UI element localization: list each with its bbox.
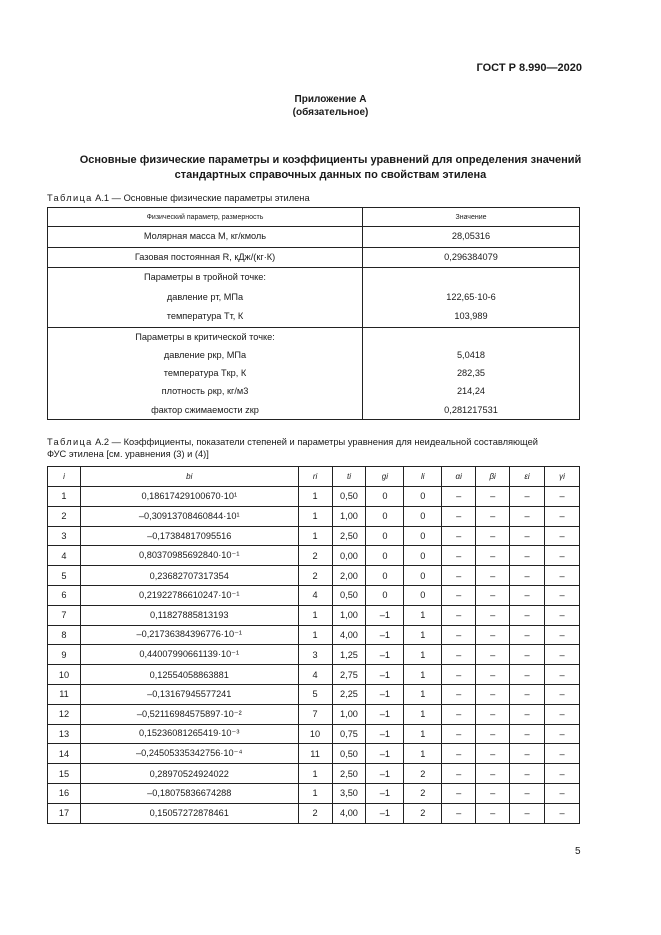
param-l-cell: 0 <box>404 566 442 586</box>
index-cell: 16 <box>48 783 81 803</box>
critical-pressure-value: 5,0418 <box>456 349 486 360</box>
coefficient-b-cell: 0,18617429100670·10¹ <box>80 487 298 507</box>
table-row <box>48 744 580 764</box>
critical-pressure-label: давление pкр, МПа <box>163 349 247 360</box>
table-row <box>48 684 580 704</box>
param-alpha-cell: – <box>442 566 476 586</box>
triple-temperature-value: 103,989 <box>454 311 488 321</box>
table2-caption-line1 <box>47 436 538 448</box>
header-exponent-r: ri <box>298 467 332 487</box>
param-beta-cell: – <box>476 625 510 645</box>
header-param-g: gi <box>366 467 404 487</box>
param-epsilon-cell: – <box>510 704 545 724</box>
exponent-t-cell: 0,50 <box>332 744 366 764</box>
param-g-cell: –1 <box>366 645 404 665</box>
param-epsilon-cell: – <box>510 605 545 625</box>
param-g-cell: –1 <box>366 744 404 764</box>
param-l-cell: 0 <box>404 487 442 507</box>
table1-header-row <box>48 208 580 227</box>
param-beta-cell: – <box>476 764 510 784</box>
param-epsilon-cell: – <box>510 684 545 704</box>
param-gamma-cell: – <box>545 665 580 685</box>
table-row <box>48 764 580 784</box>
table1-row-molar-mass <box>48 227 580 248</box>
param-l-cell: 1 <box>404 684 442 704</box>
param-epsilon-cell: – <box>510 546 545 566</box>
table-row <box>48 724 580 744</box>
param-epsilon-cell: – <box>510 764 545 784</box>
param-gamma-cell: – <box>545 704 580 724</box>
molar-mass-label: Молярная масса M, кг/кмоль <box>143 231 267 241</box>
exponent-r-cell: 1 <box>298 487 332 507</box>
param-beta-cell: – <box>476 487 510 507</box>
param-beta-cell: – <box>476 783 510 803</box>
triple-temperature-label: температура Tт, К <box>166 311 244 321</box>
table-row <box>48 585 580 605</box>
table-row <box>48 487 580 507</box>
param-l-cell: 2 <box>404 803 442 823</box>
coefficient-b-cell: 0,21922786610247·10⁻¹ <box>80 585 298 605</box>
param-alpha-cell: – <box>442 645 476 665</box>
coefficient-b-cell: 0,28970524924022 <box>80 764 298 784</box>
param-l-cell: 2 <box>404 783 442 803</box>
param-gamma-cell: – <box>545 684 580 704</box>
param-beta-cell: – <box>476 645 510 665</box>
coefficient-b-cell: 0,12554058863881 <box>80 665 298 685</box>
param-l-cell: 1 <box>404 724 442 744</box>
coefficient-b-cell: 0,23682707317354 <box>80 566 298 586</box>
param-gamma-cell: – <box>545 783 580 803</box>
param-epsilon-cell: – <box>510 783 545 803</box>
gas-constant-value: 0,296384079 <box>444 251 498 262</box>
coefficient-b-cell: 0,80370985692840·10⁻¹ <box>80 546 298 566</box>
table1-row-gas-constant <box>48 247 580 268</box>
param-g-cell: –1 <box>366 764 404 784</box>
param-gamma-cell: – <box>545 506 580 526</box>
compressibility-label: фактор сжимаемости zкр <box>151 404 259 415</box>
index-cell: 10 <box>48 665 81 685</box>
param-l-cell: 0 <box>404 585 442 605</box>
exponent-t-cell: 0,75 <box>332 724 366 744</box>
exponent-r-cell: 1 <box>298 625 332 645</box>
param-alpha-cell: – <box>442 684 476 704</box>
param-epsilon-cell: – <box>510 625 545 645</box>
param-beta-cell: – <box>476 704 510 724</box>
exponent-r-cell: 3 <box>298 645 332 665</box>
critical-density-label: плотность ρкр, кг/м3 <box>161 386 249 397</box>
param-beta-cell: – <box>476 665 510 685</box>
index-cell: 11 <box>48 684 81 704</box>
index-cell: 12 <box>48 704 81 724</box>
table-row <box>48 605 580 625</box>
param-g-cell: –1 <box>366 625 404 645</box>
param-g-cell: –1 <box>366 684 404 704</box>
param-g-cell: –1 <box>366 605 404 625</box>
param-gamma-cell: – <box>545 566 580 586</box>
exponent-r-cell: 1 <box>298 506 332 526</box>
param-alpha-cell: – <box>442 625 476 645</box>
param-beta-cell: – <box>476 526 510 546</box>
coefficient-b-cell: –0,18075836674288 <box>80 783 298 803</box>
header-exponent-t: ti <box>332 467 366 487</box>
param-beta-cell: – <box>476 566 510 586</box>
exponent-r-cell: 5 <box>298 684 332 704</box>
param-l-cell: 1 <box>404 704 442 724</box>
triple-heading-spacer <box>363 268 579 288</box>
index-cell: 3 <box>48 526 81 546</box>
header-index: i <box>48 467 81 487</box>
exponent-t-cell: 1,00 <box>332 506 366 526</box>
param-g-cell: –1 <box>366 724 404 744</box>
exponent-t-cell: 2,50 <box>332 764 366 784</box>
param-gamma-cell: – <box>545 764 580 784</box>
physical-parameters-table <box>47 207 580 420</box>
param-epsilon-cell: – <box>510 645 545 665</box>
gas-constant-label: Газовая постоянная R, кДж/(кг·К) <box>134 251 276 262</box>
coefficient-b-cell: 0,11827885813193 <box>80 605 298 625</box>
exponent-r-cell: 1 <box>298 605 332 625</box>
critical-density-value: 214,24 <box>456 386 486 397</box>
param-g-cell: 0 <box>366 506 404 526</box>
param-gamma-cell: – <box>545 724 580 744</box>
coefficient-b-cell: –0,13167945577241 <box>80 684 298 704</box>
table-row <box>48 645 580 665</box>
exponent-t-cell: 4,00 <box>332 803 366 823</box>
header-parameter: Физический параметр, размерность <box>48 208 363 227</box>
index-cell: 7 <box>48 605 81 625</box>
triple-pressure-value: 122,65·10-6 <box>446 291 496 302</box>
coefficient-b-cell: –0,17384817095516 <box>80 526 298 546</box>
param-alpha-cell: – <box>442 704 476 724</box>
param-alpha-cell: – <box>442 744 476 764</box>
param-beta-cell: – <box>476 744 510 764</box>
param-g-cell: 0 <box>366 487 404 507</box>
triple-point-heading: Параметры в тройной точке: <box>144 272 266 282</box>
header-param-epsilon: εi <box>510 467 545 487</box>
exponent-t-cell: 1,00 <box>332 605 366 625</box>
exponent-t-cell: 2,50 <box>332 526 366 546</box>
exponent-r-cell: 2 <box>298 546 332 566</box>
triple-pressure-label: давление pт, МПа <box>166 291 244 302</box>
param-l-cell: 1 <box>404 665 442 685</box>
coefficient-b-cell: –0,21736384396776·10⁻¹ <box>80 625 298 645</box>
appendix-heading <box>0 93 661 119</box>
param-beta-cell: – <box>476 724 510 744</box>
table1-caption-text: А.1 — Основные физические параметры этилена <box>92 193 310 203</box>
index-cell: 5 <box>48 566 81 586</box>
exponent-t-cell: 2,00 <box>332 566 366 586</box>
index-cell: 1 <box>48 487 81 507</box>
param-alpha-cell: – <box>442 665 476 685</box>
coefficients-table <box>47 466 580 824</box>
table-row <box>48 566 580 586</box>
table-row <box>48 625 580 645</box>
exponent-t-cell: 1,25 <box>332 645 366 665</box>
param-g-cell: 0 <box>366 585 404 605</box>
param-alpha-cell: – <box>442 764 476 784</box>
coefficient-b-cell: 0,15057272878461 <box>80 803 298 823</box>
coefficient-b-cell: –0,24505335342756·10⁻⁴ <box>80 744 298 764</box>
table1-row-critical-point <box>48 327 580 419</box>
param-alpha-cell: – <box>442 783 476 803</box>
header-coefficient-b: bi <box>80 467 298 487</box>
param-gamma-cell: – <box>545 546 580 566</box>
param-l-cell: 0 <box>404 506 442 526</box>
param-gamma-cell: – <box>545 645 580 665</box>
table2-caption-prefix: Таблица <box>47 437 93 447</box>
exponent-t-cell: 2,25 <box>332 684 366 704</box>
param-epsilon-cell: – <box>510 506 545 526</box>
coefficient-b-cell: –0,52116984575897·10⁻² <box>80 704 298 724</box>
exponent-r-cell: 10 <box>298 724 332 744</box>
table2-header-row <box>48 467 580 487</box>
param-g-cell: –1 <box>366 704 404 724</box>
coefficient-b-cell: 0,44007990661139·10⁻¹ <box>80 645 298 665</box>
param-gamma-cell: – <box>545 605 580 625</box>
param-l-cell: 1 <box>404 625 442 645</box>
header-param-gamma: γi <box>545 467 580 487</box>
page-number: 5 <box>575 846 581 857</box>
table-row <box>48 783 580 803</box>
index-cell: 15 <box>48 764 81 784</box>
param-alpha-cell: – <box>442 585 476 605</box>
param-alpha-cell: – <box>442 506 476 526</box>
param-g-cell: –1 <box>366 665 404 685</box>
param-alpha-cell: – <box>442 487 476 507</box>
param-l-cell: 0 <box>404 546 442 566</box>
index-cell: 6 <box>48 585 81 605</box>
param-gamma-cell: – <box>545 487 580 507</box>
param-gamma-cell: – <box>545 625 580 645</box>
param-g-cell: 0 <box>366 526 404 546</box>
param-alpha-cell: – <box>442 724 476 744</box>
table-row <box>48 506 580 526</box>
table2-caption-text: А.2 — Коэффициенты, показатели степеней и параметры уравнения для неидеальной составляющей <box>92 437 538 447</box>
table2-caption-line2: ФУС этилена [см. уравнения (3) и (4)] <box>47 449 209 459</box>
exponent-r-cell: 11 <box>298 744 332 764</box>
header-param-l: li <box>404 467 442 487</box>
appendix-title: Приложение А <box>294 94 367 105</box>
exponent-t-cell: 4,00 <box>332 625 366 645</box>
table-row <box>48 704 580 724</box>
param-g-cell: –1 <box>366 803 404 823</box>
param-gamma-cell: – <box>545 585 580 605</box>
exponent-t-cell: 2,75 <box>332 665 366 685</box>
header-param-alpha: αi <box>442 467 476 487</box>
table-row <box>48 665 580 685</box>
exponent-r-cell: 4 <box>298 665 332 685</box>
param-beta-cell: – <box>476 605 510 625</box>
table2-body <box>48 487 580 824</box>
appendix-subtitle: (обязательное) <box>292 107 369 118</box>
param-gamma-cell: – <box>545 526 580 546</box>
param-alpha-cell: – <box>442 546 476 566</box>
param-l-cell: 0 <box>404 526 442 546</box>
coefficient-b-cell: 0,15236081265419·10⁻³ <box>80 724 298 744</box>
header-param-beta: βi <box>476 467 510 487</box>
exponent-r-cell: 4 <box>298 585 332 605</box>
param-l-cell: 1 <box>404 744 442 764</box>
exponent-t-cell: 3,50 <box>332 783 366 803</box>
index-cell: 13 <box>48 724 81 744</box>
index-cell: 8 <box>48 625 81 645</box>
critical-heading-spacer <box>363 328 579 346</box>
exponent-r-cell: 7 <box>298 704 332 724</box>
table1-caption <box>47 192 310 204</box>
index-cell: 4 <box>48 546 81 566</box>
section-title <box>40 153 621 183</box>
exponent-r-cell: 1 <box>298 526 332 546</box>
param-epsilon-cell: – <box>510 566 545 586</box>
exponent-r-cell: 1 <box>298 783 332 803</box>
param-beta-cell: – <box>476 506 510 526</box>
param-gamma-cell: – <box>545 744 580 764</box>
param-epsilon-cell: – <box>510 744 545 764</box>
table-row <box>48 526 580 546</box>
table-row <box>48 546 580 566</box>
molar-mass-value: 28,05316 <box>451 231 491 241</box>
table-row <box>48 803 580 823</box>
param-epsilon-cell: – <box>510 585 545 605</box>
compressibility-value: 0,281217531 <box>444 404 498 415</box>
param-alpha-cell: – <box>442 605 476 625</box>
critical-temperature-value: 282,35 <box>456 368 486 379</box>
index-cell: 14 <box>48 744 81 764</box>
section-title-line2: стандартных справочных данных по свойствам этилена <box>174 169 487 181</box>
exponent-t-cell: 0,50 <box>332 487 366 507</box>
param-l-cell: 1 <box>404 605 442 625</box>
param-g-cell: –1 <box>366 783 404 803</box>
document-code: ГОСТ Р 8.990—2020 <box>476 62 582 74</box>
coefficient-b-cell: –0,30913708460844·10¹ <box>80 506 298 526</box>
exponent-t-cell: 0,00 <box>332 546 366 566</box>
exponent-r-cell: 2 <box>298 566 332 586</box>
index-cell: 17 <box>48 803 81 823</box>
exponent-r-cell: 2 <box>298 803 332 823</box>
param-l-cell: 1 <box>404 645 442 665</box>
param-beta-cell: – <box>476 803 510 823</box>
param-epsilon-cell: – <box>510 803 545 823</box>
critical-point-heading: Параметры в критической точке: <box>135 331 275 342</box>
param-g-cell: 0 <box>366 546 404 566</box>
section-title-line1: Основные физические параметры и коэффициенты уравнений для определения значений <box>79 154 582 166</box>
param-alpha-cell: – <box>442 526 476 546</box>
table2-caption <box>47 436 538 460</box>
header-value: Значение <box>363 208 580 227</box>
param-epsilon-cell: – <box>510 665 545 685</box>
index-cell: 9 <box>48 645 81 665</box>
param-epsilon-cell: – <box>510 526 545 546</box>
param-gamma-cell: – <box>545 803 580 823</box>
param-l-cell: 2 <box>404 764 442 784</box>
exponent-t-cell: 1,00 <box>332 704 366 724</box>
critical-temperature-label: температура Tкр, К <box>163 368 247 379</box>
param-beta-cell: – <box>476 546 510 566</box>
table1-caption-prefix: Таблица <box>47 193 93 203</box>
param-beta-cell: – <box>476 585 510 605</box>
index-cell: 2 <box>48 506 81 526</box>
table1-row-triple-point <box>48 268 580 328</box>
param-epsilon-cell: – <box>510 724 545 744</box>
param-epsilon-cell: – <box>510 487 545 507</box>
param-alpha-cell: – <box>442 803 476 823</box>
exponent-t-cell: 0,50 <box>332 585 366 605</box>
param-g-cell: 0 <box>366 566 404 586</box>
exponent-r-cell: 1 <box>298 764 332 784</box>
param-beta-cell: – <box>476 684 510 704</box>
